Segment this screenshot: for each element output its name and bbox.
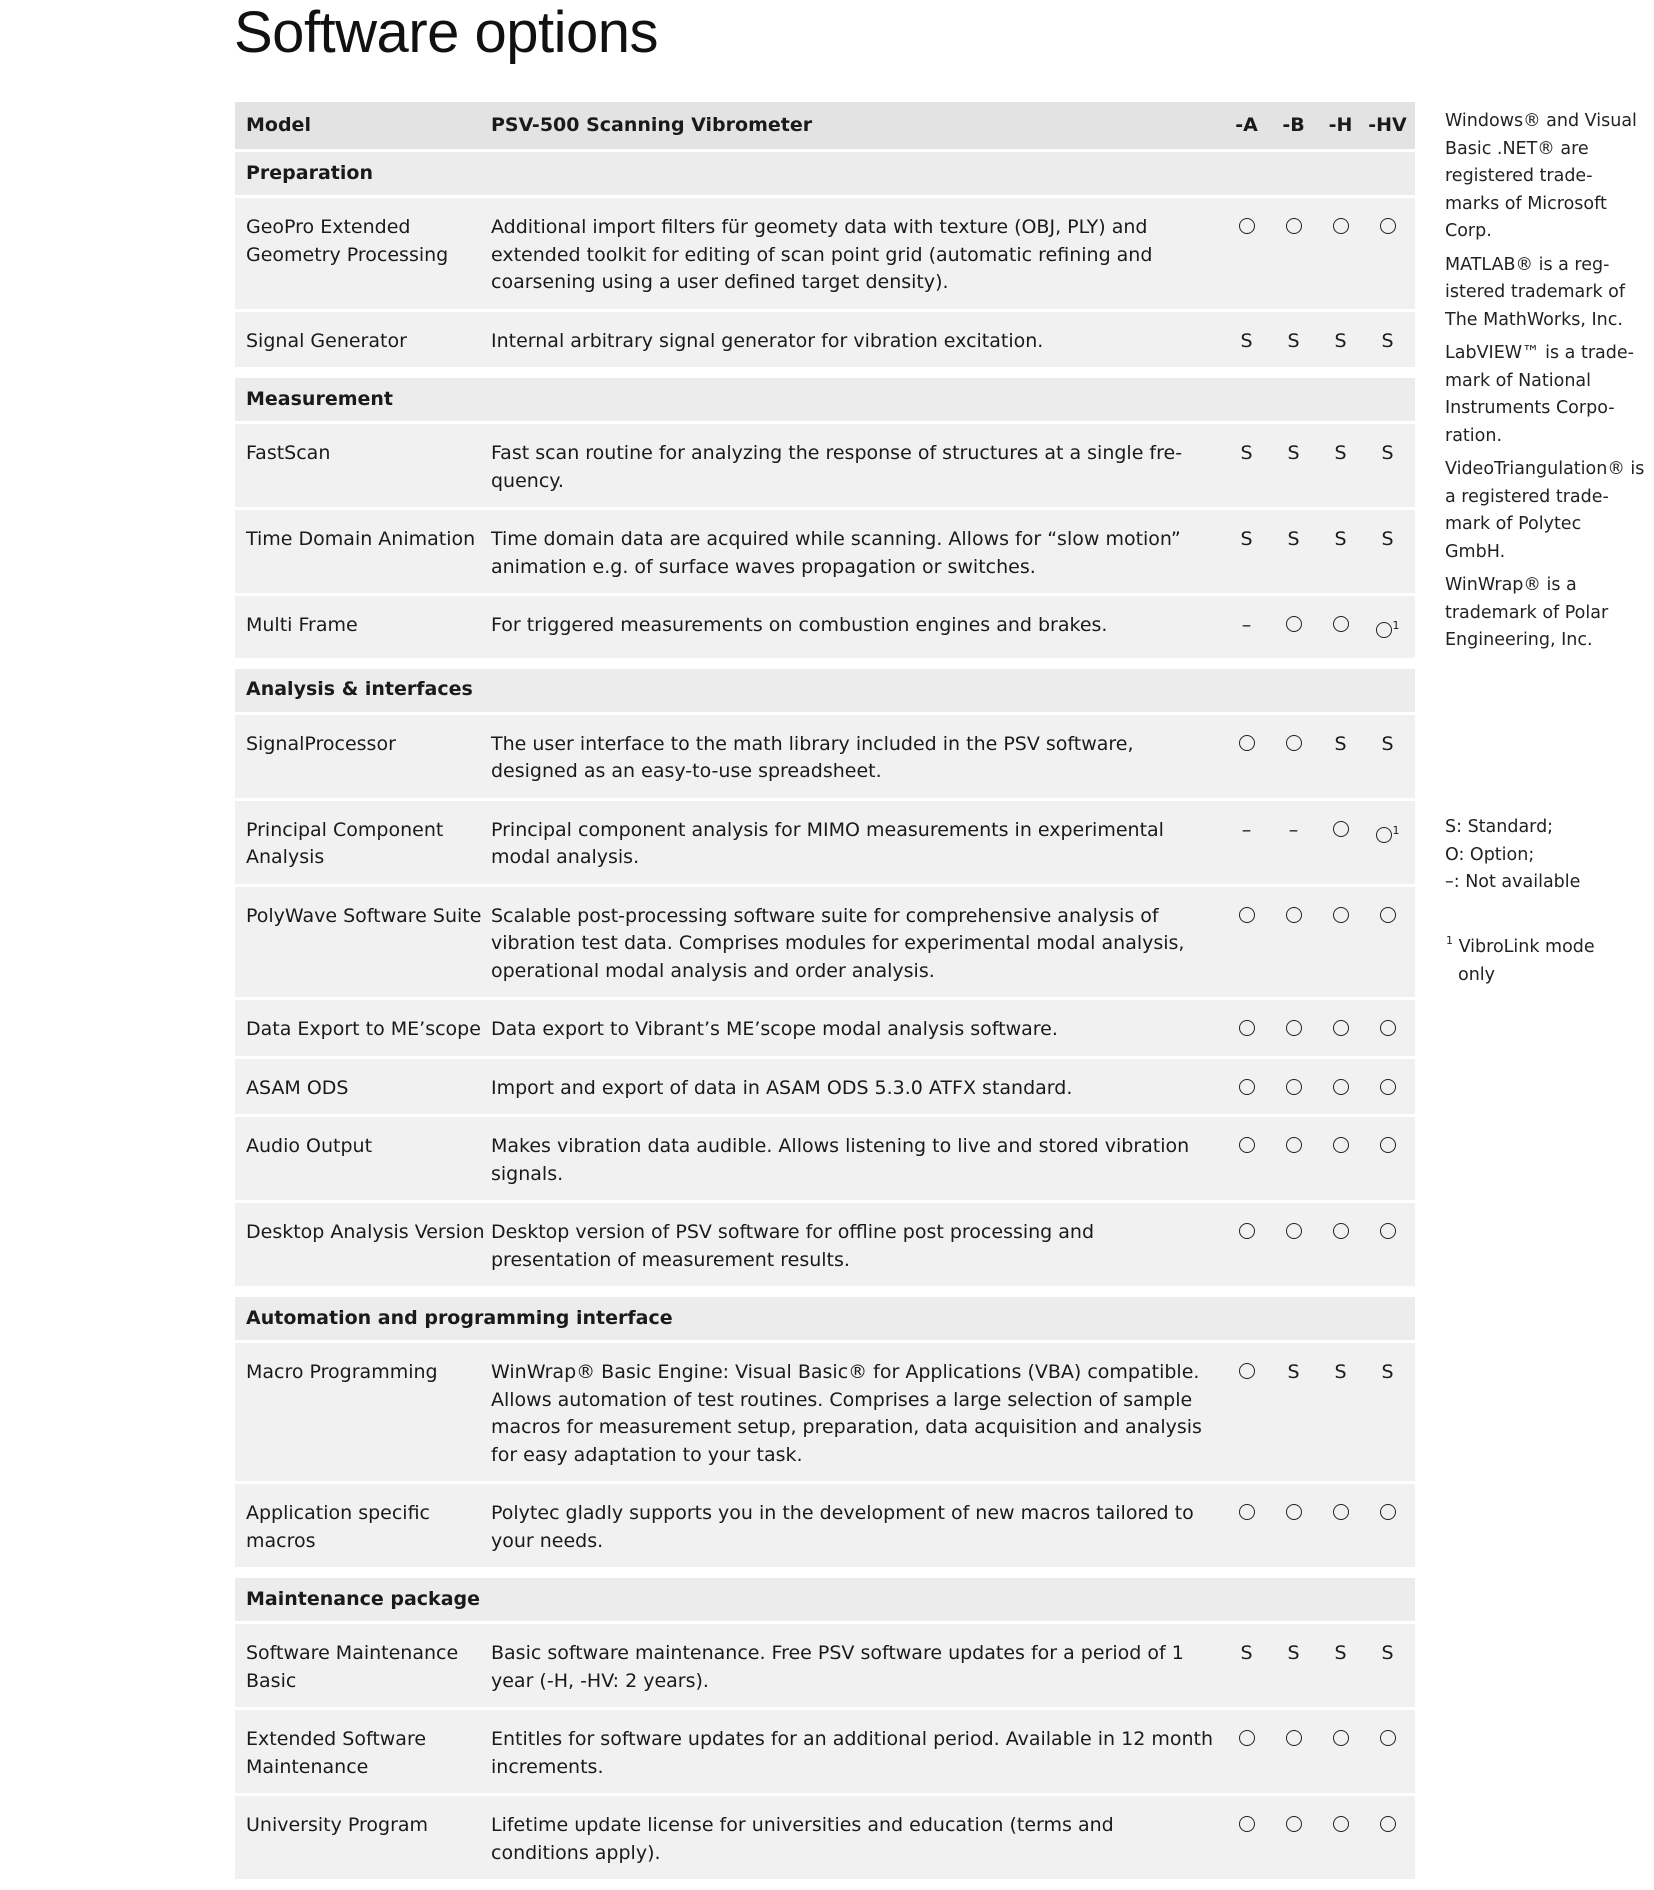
feature-description: Fast scan routine for analyzing the response of structures at a single fre-quency.: [491, 442, 1183, 492]
feature-description: Entitles for software updates for an additional period. Available in 12 month increments.: [491, 1728, 1213, 1778]
availability-mark: [1223, 1117, 1270, 1173]
option-circle-icon: [1333, 218, 1349, 234]
header-variant: -B: [1282, 113, 1305, 136]
availability-mark: [1364, 1203, 1411, 1259]
feature-description: WinWrap® Basic Engine: Visual Basic® for Applications (VBA) compatible. Allows automation of test routines. Comprises a large selection of sample macros for measurement setup, preparation, data acquisition and analysis for easy adaptation to your task.: [491, 1361, 1202, 1466]
feature-name: Data Export to ME’scope: [246, 1018, 481, 1040]
footnote-ref: 1: [1392, 823, 1400, 837]
header-variant: -HV: [1368, 113, 1407, 136]
option-circle-icon: [1286, 1816, 1302, 1832]
feature-name: SignalProcessor: [246, 732, 396, 755]
table-row: [235, 887, 1415, 1001]
table-header-row: [235, 102, 1415, 152]
feature-name: Macro Programming: [246, 1361, 438, 1383]
option-circle-icon: [1333, 616, 1349, 632]
availability-mark: [1270, 596, 1317, 652]
availability-mark: S: [1287, 1361, 1300, 1383]
availability-mark: [1270, 715, 1317, 771]
availability-mark: [1364, 1484, 1411, 1540]
availability-mark: [1364, 887, 1411, 943]
availability-mark: [1317, 198, 1364, 254]
option-circle-icon: [1239, 1223, 1255, 1239]
availability-mark: S: [1381, 1361, 1394, 1383]
option-circle-icon: [1239, 1137, 1255, 1153]
availability-mark: S: [1381, 528, 1394, 550]
feature-description: Time domain data are acquired while scanning. Allows for “slow motion” animation e.g. of surface waves propagation or switches.: [491, 528, 1181, 578]
availability-mark: S: [1381, 732, 1394, 755]
availability-mark: [1270, 887, 1317, 943]
availability-mark: [1364, 596, 1411, 658]
trademark-note: WinWrap® is a trademark of Polar Engineering, Inc.: [1445, 575, 1609, 650]
option-circle-icon: [1286, 735, 1302, 751]
feature-description: Internal arbitrary signal generator for vibration excitation.: [491, 329, 1044, 352]
feature-name: Desktop Analysis Version: [246, 1221, 485, 1243]
feature-name: ASAM ODS: [246, 1076, 349, 1099]
availability-mark: S: [1287, 329, 1300, 352]
availability-mark: [1270, 1796, 1317, 1852]
footnote-marker: 1: [1446, 934, 1453, 947]
availability-mark: [1317, 1059, 1364, 1115]
option-circle-icon: [1333, 1816, 1349, 1832]
table-row: [235, 424, 1415, 510]
option-circle-icon: [1333, 1730, 1349, 1746]
feature-description: Desktop version of PSV software for offline post processing and presentation of measurement results.: [491, 1221, 1095, 1271]
feature-name: FastScan: [246, 442, 331, 464]
availability-mark: S: [1334, 528, 1347, 550]
header-model: Model: [246, 113, 311, 136]
availability-mark: S: [1381, 1642, 1394, 1664]
table-row: [235, 1059, 1415, 1118]
availability-mark: S: [1287, 528, 1300, 550]
option-circle-icon: [1239, 1079, 1255, 1095]
availability-mark: [1317, 887, 1364, 943]
table-row: [235, 801, 1415, 887]
option-circle-icon: [1239, 907, 1255, 923]
option-circle-icon: [1380, 218, 1396, 234]
availability-mark: S: [1240, 329, 1253, 352]
legend: [1445, 814, 1645, 897]
option-circle-icon: [1239, 1363, 1255, 1379]
availability-mark: [1223, 1796, 1270, 1852]
table-row: [235, 1343, 1415, 1484]
trademark-note: LabVIEW™ is a trade-mark of National Instruments Corpo-ration.: [1445, 343, 1634, 446]
availability-mark: –: [1241, 818, 1252, 841]
section-title: Automation and programming interface: [246, 1306, 673, 1329]
availability-mark: S: [1334, 329, 1347, 352]
availability-mark: [1270, 1484, 1317, 1540]
option-circle-icon: [1376, 827, 1392, 843]
availability-mark: [1317, 1000, 1364, 1056]
trademark-note: VideoTriangulation® is a registered trade-mark of Polytec GmbH.: [1445, 459, 1645, 562]
availability-mark: [1223, 887, 1270, 943]
option-circle-icon: [1380, 1223, 1396, 1239]
footnote-ref: 1: [1392, 619, 1400, 632]
availability-mark: [1317, 1117, 1364, 1173]
feature-name: Principal Component Analysis: [246, 818, 444, 868]
availability-mark: [1364, 1710, 1411, 1766]
section-header: [235, 378, 1415, 424]
software-options-table: [235, 102, 1415, 1890]
footnote-text-line1: VibroLink mode: [1458, 937, 1595, 957]
feature-name: Audio Output: [246, 1135, 373, 1157]
availability-mark: [1364, 1117, 1411, 1173]
section-title: Maintenance package: [246, 1587, 481, 1610]
availability-mark: S: [1240, 442, 1253, 464]
availability-mark: [1270, 1203, 1317, 1259]
option-circle-icon: [1380, 1020, 1396, 1036]
availability-mark: S: [1381, 442, 1394, 464]
feature-description: The user interface to the math library included in the PSV software, designed as an easy-to-use spreadsheet.: [491, 732, 1134, 782]
feature-description: Principal component analysis for MIMO measurements in experimental modal analysis.: [491, 818, 1164, 868]
legend-not-available: –: Not available: [1445, 872, 1581, 892]
feature-description: Import and export of data in ASAM ODS 5.3.0 ATFX standard.: [491, 1076, 1073, 1099]
feature-name: Multi Frame: [246, 614, 358, 636]
option-circle-icon: [1286, 907, 1302, 923]
availability-mark: S: [1287, 442, 1300, 464]
option-circle-icon: [1380, 1730, 1396, 1746]
feature-name: Extended Software Maintenance: [246, 1728, 427, 1778]
availability-mark: [1270, 198, 1317, 254]
availability-mark: –: [1241, 614, 1252, 636]
table-row: [235, 1796, 1415, 1879]
availability-mark: [1317, 1796, 1364, 1852]
section-title: Preparation: [246, 161, 373, 184]
table-row: [235, 1000, 1415, 1059]
option-circle-icon: [1286, 1079, 1302, 1095]
feature-description: Makes vibration data audible. Allows listening to live and stored vibration signals.: [491, 1135, 1190, 1185]
section-title: Measurement: [246, 387, 393, 410]
availability-mark: [1317, 801, 1364, 857]
footnote: [1445, 927, 1645, 989]
option-circle-icon: [1239, 1020, 1255, 1036]
section-header: [235, 1578, 1415, 1624]
availability-mark: S: [1334, 1361, 1347, 1383]
option-circle-icon: [1333, 907, 1349, 923]
header-variant: -A: [1235, 113, 1258, 136]
table-row: [235, 596, 1415, 658]
availability-mark: [1364, 1059, 1411, 1115]
option-circle-icon: [1286, 1730, 1302, 1746]
header-variant: -H: [1328, 113, 1353, 136]
feature-description: Basic software maintenance. Free PSV software updates for a period of 1 year (-H, -HV: 2 years).: [491, 1642, 1184, 1692]
option-circle-icon: [1333, 1504, 1349, 1520]
table-row: [235, 715, 1415, 801]
availability-mark: S: [1287, 1642, 1300, 1664]
option-circle-icon: [1239, 1504, 1255, 1520]
feature-description: Additional import filters für geomety data with texture (OBJ, PLY) and extended toolkit for editing of scan point grid (automatic refining and coarsening using a user defined target density).: [491, 216, 1153, 293]
feature-name: PolyWave Software Suite: [246, 904, 482, 927]
table-row: [235, 312, 1415, 368]
table-row: [235, 1710, 1415, 1796]
option-circle-icon: [1286, 616, 1302, 632]
availability-mark: [1270, 1000, 1317, 1056]
option-circle-icon: [1286, 1223, 1302, 1239]
availability-mark: [1270, 1710, 1317, 1766]
availability-mark: S: [1334, 442, 1347, 464]
legend-option: O: Option;: [1445, 844, 1535, 865]
option-circle-icon: [1376, 622, 1392, 638]
option-circle-icon: [1333, 1137, 1349, 1153]
availability-mark: S: [1334, 732, 1347, 755]
availability-mark: [1317, 1484, 1364, 1540]
availability-mark: [1223, 1000, 1270, 1056]
option-circle-icon: [1380, 1504, 1396, 1520]
availability-mark: S: [1240, 528, 1253, 550]
page-title: Software options: [234, 0, 659, 65]
availability-mark: –: [1288, 818, 1299, 841]
availability-mark: [1270, 1117, 1317, 1173]
feature-name: University Program: [246, 1814, 429, 1836]
option-circle-icon: [1333, 1223, 1349, 1239]
option-circle-icon: [1286, 1137, 1302, 1153]
section-title: Analysis & interfaces: [246, 678, 473, 701]
header-description: PSV-500 Scanning Vibrometer: [491, 113, 813, 136]
feature-name: Software Maintenance Basic: [246, 1642, 459, 1692]
option-circle-icon: [1380, 1137, 1396, 1153]
availability-mark: [1223, 1203, 1270, 1259]
option-circle-icon: [1286, 1020, 1302, 1036]
feature-description: Scalable post-processing software suite for comprehensive analysis of vibration test data. Comprises modules for experimental modal analysis, operational modal analysis and order analysis.: [491, 904, 1185, 982]
feature-description: Lifetime update license for universities and education (terms and conditions apply).: [491, 1814, 1114, 1864]
section-header: [235, 669, 1415, 715]
table-row: [235, 510, 1415, 596]
availability-mark: [1317, 1710, 1364, 1766]
table-row: [235, 1484, 1415, 1567]
option-circle-icon: [1333, 1020, 1349, 1036]
availability-mark: [1223, 1484, 1270, 1540]
option-circle-icon: [1286, 218, 1302, 234]
availability-mark: [1223, 1343, 1270, 1399]
availability-mark: S: [1381, 329, 1394, 352]
availability-mark: [1364, 198, 1411, 254]
option-circle-icon: [1380, 907, 1396, 923]
option-circle-icon: [1333, 1079, 1349, 1095]
option-circle-icon: [1380, 1816, 1396, 1832]
availability-mark: [1223, 198, 1270, 254]
option-circle-icon: [1380, 1079, 1396, 1095]
feature-name: Time Domain Animation: [246, 528, 476, 550]
option-circle-icon: [1239, 1816, 1255, 1832]
legend-standard: S: Standard;: [1445, 817, 1554, 837]
section-header: [235, 1297, 1415, 1343]
feature-name: Application specific macros: [246, 1502, 430, 1552]
option-circle-icon: [1239, 218, 1255, 234]
feature-description: Polytec gladly supports you in the development of new macros tailored to your needs.: [491, 1502, 1194, 1552]
option-circle-icon: [1239, 735, 1255, 751]
table-row: [235, 1117, 1415, 1203]
option-circle-icon: [1286, 1504, 1302, 1520]
feature-description: For triggered measurements on combustion engines and brakes.: [491, 614, 1108, 636]
availability-mark: S: [1240, 1642, 1253, 1664]
feature-name: GeoPro Extended Geometry Processing: [246, 216, 449, 266]
option-circle-icon: [1333, 821, 1349, 837]
table-row: [235, 198, 1415, 312]
availability-mark: S: [1334, 1642, 1347, 1664]
availability-mark: [1223, 1059, 1270, 1115]
feature-description: Data export to Vibrant’s ME’scope modal analysis software.: [491, 1018, 1058, 1040]
availability-mark: [1317, 596, 1364, 652]
section-header: [235, 152, 1415, 198]
table-row: [235, 1203, 1415, 1286]
availability-mark: [1270, 1059, 1317, 1115]
table-row: [235, 1624, 1415, 1710]
availability-mark: [1364, 1000, 1411, 1056]
availability-mark: [1223, 1710, 1270, 1766]
option-circle-icon: [1239, 1730, 1255, 1746]
availability-mark: [1317, 1203, 1364, 1259]
footnote-text-line2: only: [1458, 964, 1496, 985]
trademark-note: Windows® and Visual Basic .NET® are registered trade-marks of Microsoft Corp.: [1445, 111, 1637, 241]
availability-mark: [1364, 1796, 1411, 1852]
trademark-note: MATLAB® is a reg-istered trademark of The MathWorks, Inc.: [1445, 254, 1626, 330]
availability-mark: [1223, 715, 1270, 771]
availability-mark: [1364, 801, 1411, 863]
feature-name: Signal Generator: [246, 329, 407, 352]
trademark-notes: [1445, 108, 1645, 661]
